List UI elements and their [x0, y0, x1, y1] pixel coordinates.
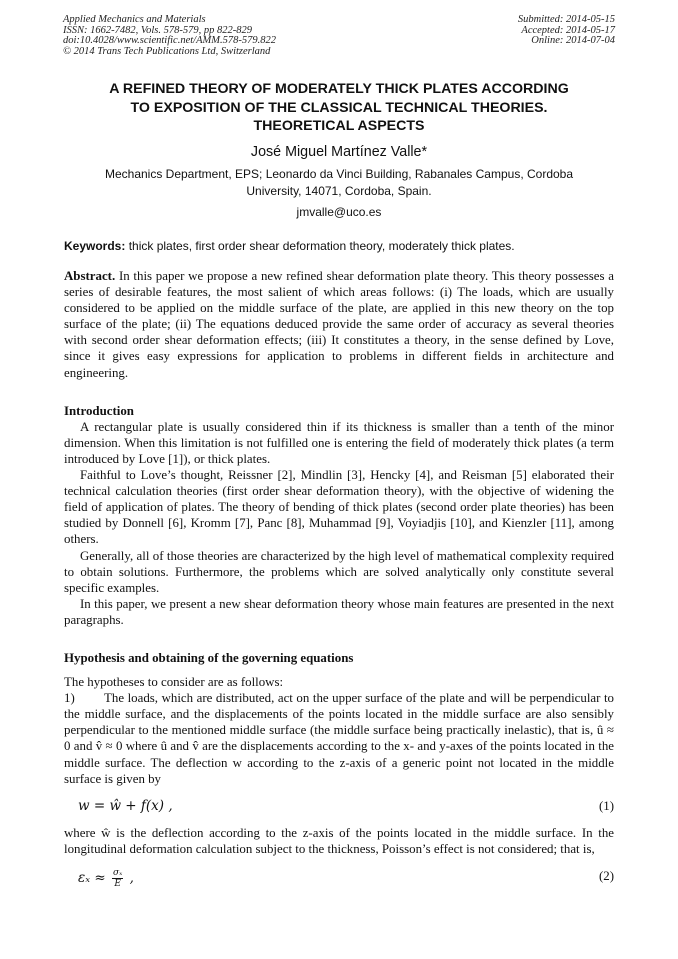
equation-1-expression: w = ŵ + f(x) ,: [78, 797, 173, 814]
equation-2-number: (2): [598, 868, 614, 883]
submission-dates: [518, 15, 615, 47]
section-heading-introduction: Introduction: [64, 403, 134, 418]
abstract: [64, 268, 614, 381]
math-inline: ŵ: [101, 825, 111, 840]
intro-paragraph: Faithful to Love’s thought, Reissner [2], Mindlin [3], Hencky [4], and Reisman [5] elaborated their technical calculation theories (first order shear deformation theory), with the objective of widening the field of application of plates. The theory of bending of thick plates (second order plate theories) has been studied by Donnell [6], Kromm [7], Panc [8], Muhammad [9], Voyiadjis [10], and Kienzler [11], among others.: [64, 468, 614, 547]
equation-2-expression: εₓ ≈ $\frac{\text{σₓ}}{E}$ ,: [78, 867, 134, 889]
journal-name: Applied Mechanics and Materials: [63, 14, 206, 25]
hypothesis-paragraph: where ŵ is the deflection according to the z-axis of the points located in the middle surface. In the longitudinal deformation calculation subject to the thickness, Poisson’s effect is not considered; that is,: [64, 825, 614, 856]
journal-doi: doi:10.4028/www.scientific.net/AMM.578-579.822: [63, 35, 276, 47]
keywords: [64, 238, 614, 254]
title-line: TO EXPOSITION OF THE CLASSICAL TECHNICAL THEORIES.: [130, 99, 548, 116]
abstract-label: Abstract.: [64, 269, 116, 283]
keywords-label: Keywords:: [64, 239, 126, 253]
equation-2: [64, 865, 614, 893]
author-name: José Miguel Martínez Valle*: [250, 144, 428, 160]
submitted-date: Submitted: 2014-05-15: [517, 14, 615, 25]
math-inline: û: [160, 739, 168, 754]
affiliation-line: University, 14071, Cordoba, Spain.: [246, 184, 432, 198]
hypothesis-item-1: 1) The loads, which are distributed, act on the upper surface of the plate and will be perpendicular to the middle surface, and the displacements of the points located in the middle surface are also sensibly perpendicular to the mentioned middle surface (the middle surface being practically inelastic), that is, û ≈ 0 and v̂ ≈ 0 where û and v̂ are the displacements according to the x- and y-axes of the points located in the middle surface. The deflection w according to the z-axis of a generic point not located in the middle surface is given by: [64, 691, 614, 786]
online-date: Online: 2014-07-04: [531, 35, 615, 47]
affiliation: [60, 166, 618, 200]
author-email[interactable]: jmvalle@uco.es: [296, 205, 382, 219]
equation-1-number: (1): [598, 798, 614, 813]
paper-title: [50, 80, 628, 136]
paper-body: [64, 268, 614, 893]
intro-paragraph: A rectangular plate is usually considered thin if its thickness is smaller than a tenth of the minor dimension. When this limitation is not fulfilled one is entering the field of moderately thick plates (a term introduced by Love [1]), or thick plates.: [64, 419, 614, 466]
math-inline: v̂ ≈ 0: [95, 739, 123, 754]
affiliation-line: Mechanics Department, EPS; Leonardo da Vinci Building, Rabanales Campus, Cordoba: [104, 167, 574, 181]
math-inline: v̂: [192, 739, 199, 754]
abstract-text: In this paper we propose a new refined shear deformation plate theory. This theory possesses a series of desirable features, the most salient of which areas follows: (i) The loads, which are usually considered to be applied on the middle surface of the plate, are applied in this new theory on the top surface of the plate; (ii) The equations deduced provide the same order of accuracy as several theories with second order shear deformation effects; (iii) It constitutes a theory, in the sense defined by Love, since it gives easy expressions for application to problems in different fields in architecture and engineering.: [64, 269, 614, 380]
keywords-text: thick plates, first order shear deformation theory, moderately thick plates.: [125, 239, 515, 253]
fraction: $\frac{\text{σₓ}}{E}$: [112, 867, 123, 889]
list-number: 1): [64, 691, 75, 706]
section-heading-hypothesis: Hypothesis and obtaining of the governing equations: [64, 650, 354, 665]
journal-issn: ISSN: 1662-7482, Vols. 578-579, pp 822-829: [63, 24, 252, 36]
intro-paragraph: In this paper, we present a new shear deformation theory whose main features are presented in the next paragraphs.: [64, 596, 614, 627]
title-line: THEORETICAL ASPECTS: [253, 118, 425, 134]
math-inline: û ≈ 0: [64, 723, 614, 754]
title-line: A REFINED THEORY OF MODERATELY THICK PLATES ACCORDING: [109, 81, 569, 97]
accepted-date: Accepted: 2014-05-17: [521, 24, 615, 36]
hypothesis-intro: The hypotheses to consider are as follows:: [64, 675, 284, 690]
journal-copyright: © 2014 Trans Tech Publications Ltd, Switzerland: [63, 45, 271, 57]
equation-1: [64, 795, 614, 817]
intro-paragraph: Generally, all of those theories are characterized by the high level of mathematical complexity required to obtain solutions. Furthermore, the problems which are solved analytically only constitute several specific examples.: [64, 548, 614, 595]
journal-info: [63, 15, 276, 57]
